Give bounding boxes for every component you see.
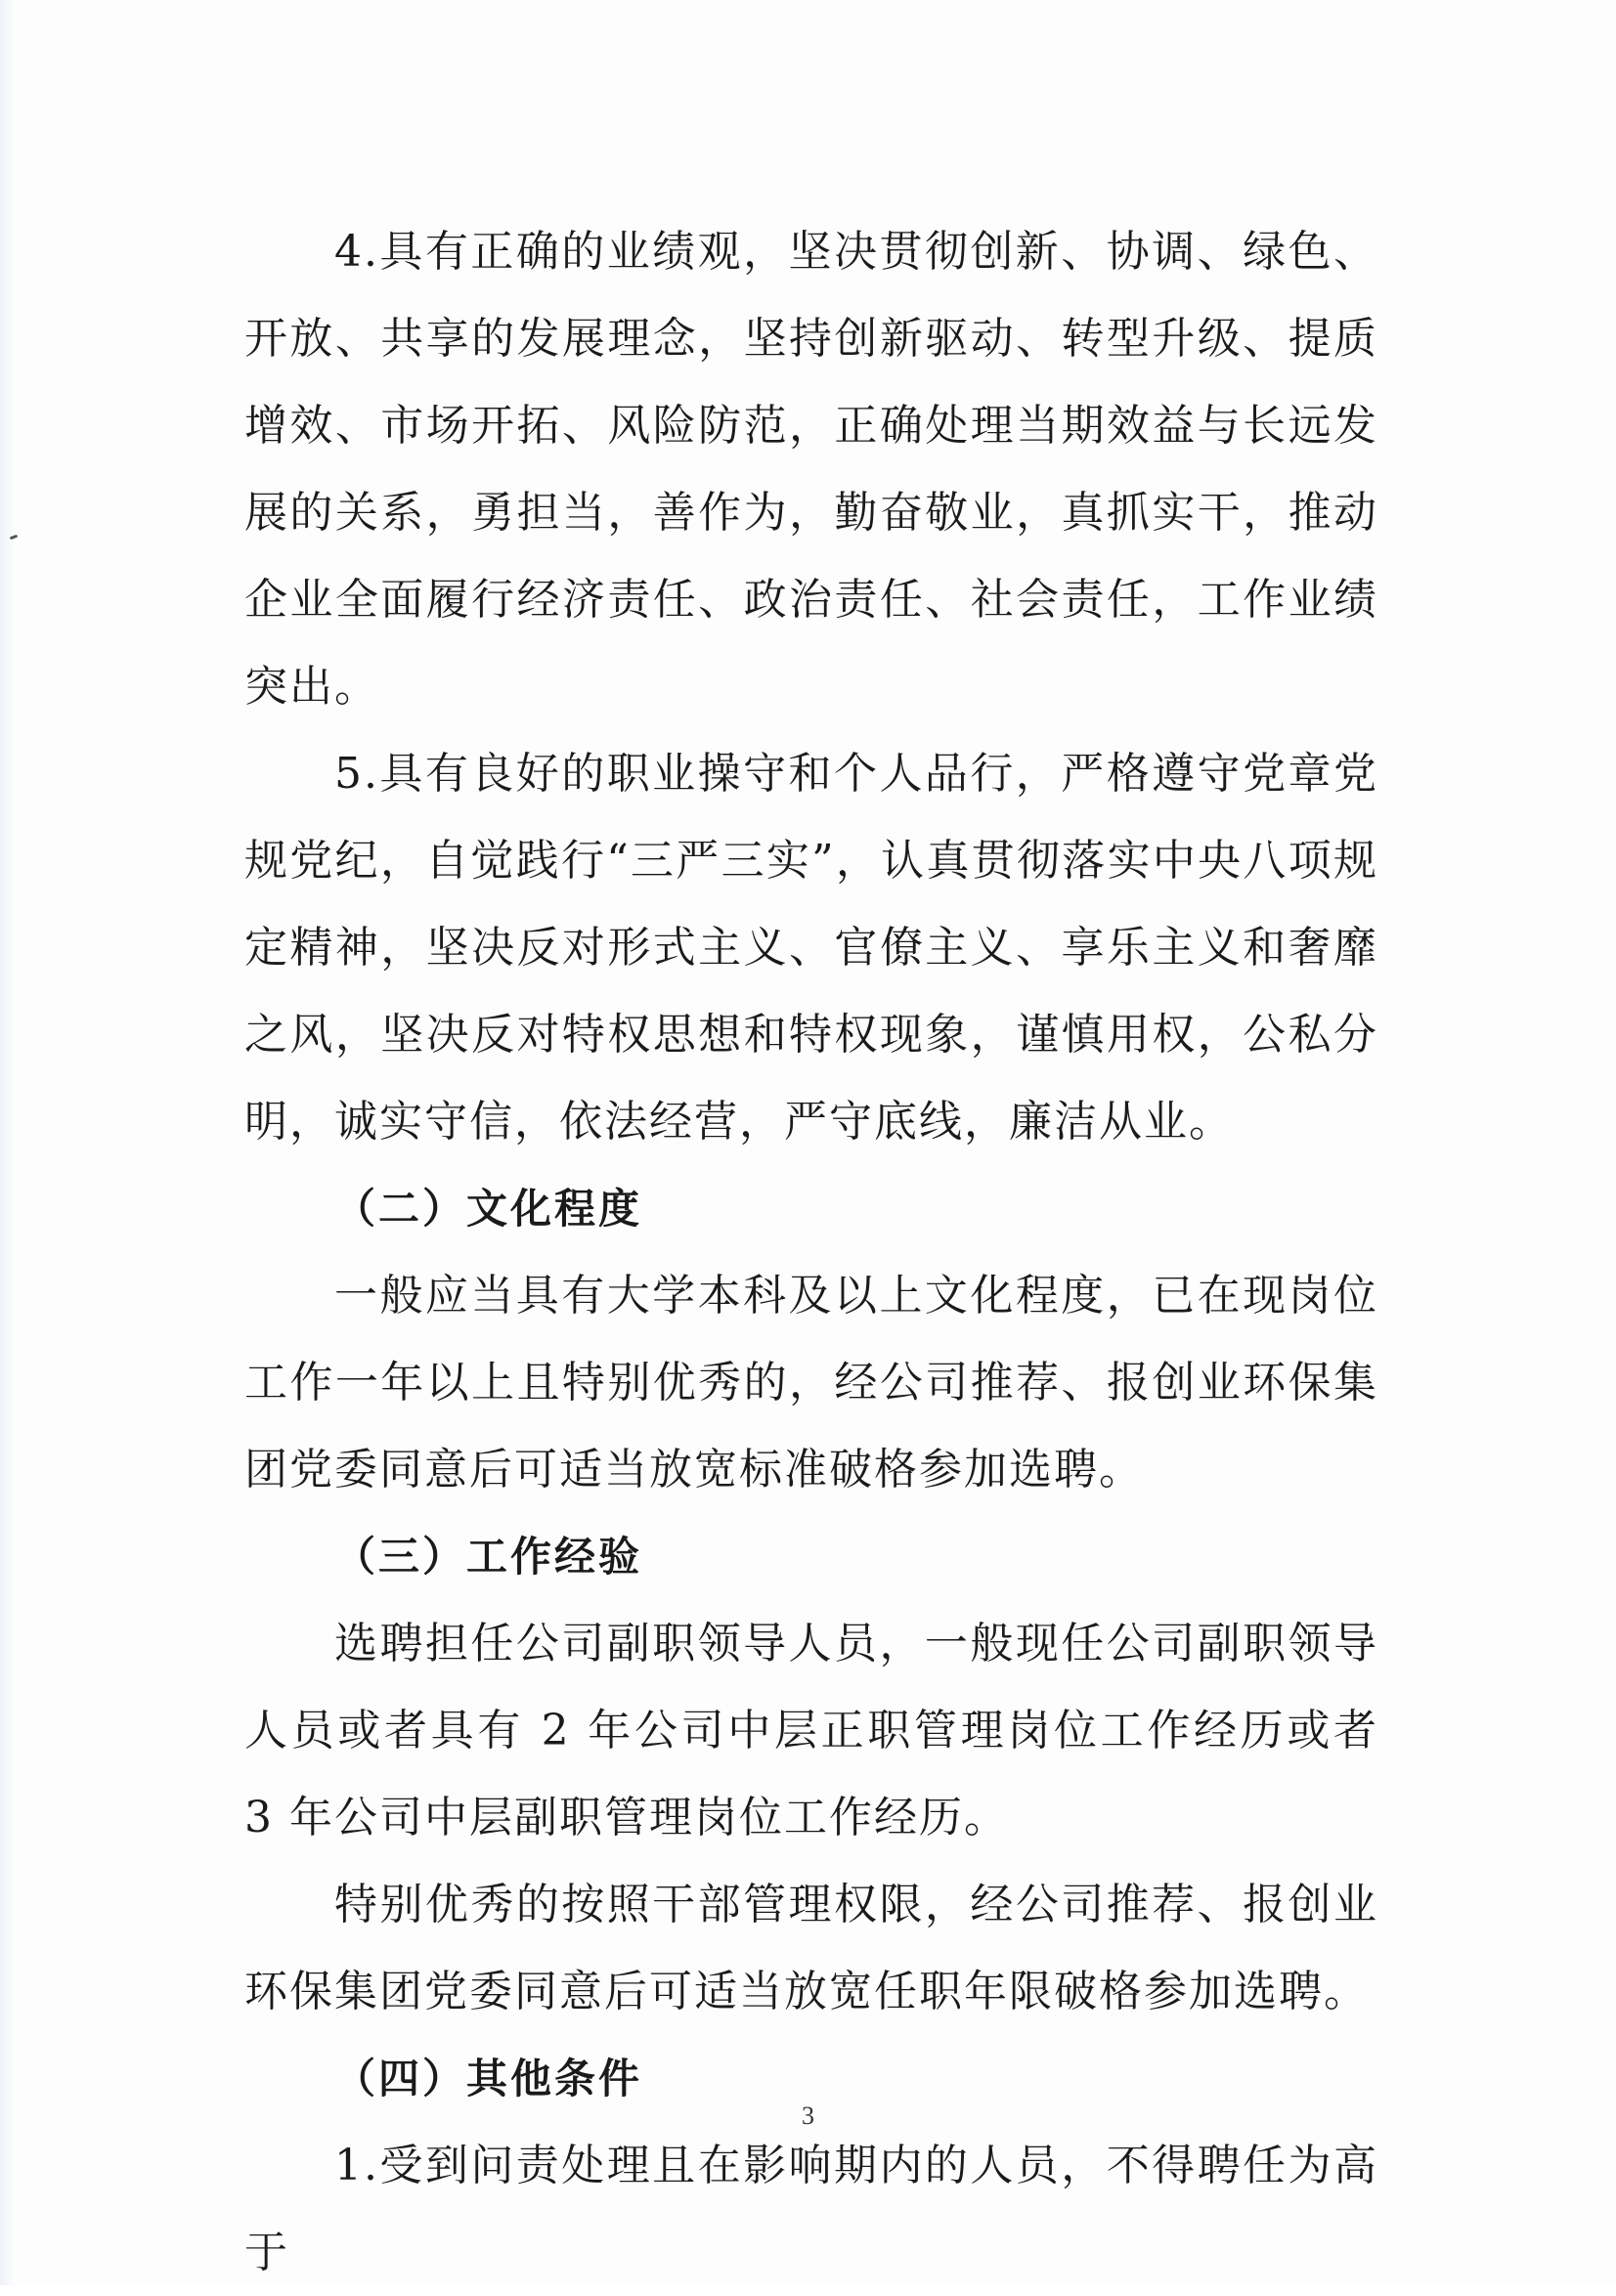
paragraph-exceptional-candidates: 特别优秀的按照干部管理权限，经公司推荐、报创业环保集团党委同意后可适当放宽任职年限破格参加选聘。 — [244, 1880, 1378, 2016]
section-heading-education: （二）文化程度 — [334, 1185, 643, 1233]
paragraph-accountability: 1.受到问责处理且在影响期内的人员，不得聘任为高于 — [244, 2141, 1378, 2277]
section-heading-work-experience: （三）工作经验 — [334, 1533, 643, 1581]
scan-edge-shadow — [0, 0, 14, 2285]
paragraph-education: 一般应当具有大学本科及以上文化程度，已在现岗位工作一年以上且特别优秀的，经公司推荐、报创业环保集团党委同意后可适当放宽标准破格参加选聘。 — [244, 1271, 1378, 1495]
paragraph-work-experience: 选聘担任公司副职领导人员，一般现任公司副职领导人员或者具有 2 年公司中层正职管理岗位工作经历或者 3 年公司中层副职管理岗位工作经历。 — [244, 1619, 1378, 1842]
section-heading-other-conditions: （四）其他条件 — [334, 2055, 643, 2102]
document-body — [244, 208, 1378, 2296]
page-number: 3 — [802, 2101, 814, 2130]
paragraph-professional-ethics: 5.具有良好的职业操守和个人品行，严格遵守党章党规党纪，自觉践行“三严三实”，认真贯彻落实中央八项规定精神，坚决反对形式主义、官僚主义、享乐主义和奢靡之风，坚决反对特权思想和特权现象，谨慎用权，公私分明，诚实守信，依法经营，严守底线，廉洁从业。 — [244, 749, 1378, 1147]
paragraph-performance-view: 4.具有正确的业绩观，坚决贯彻创新、协调、绿色、开放、共享的发展理念，坚持创新驱动、转型升级、提质增效、市场开拓、风险防范，正确处理当期效益与长远发展的关系，勇担当，善作为，勤奋敬业，真抓实干，推动企业全面履行经济责任、政治责任、社会责任，工作业绩突出。 — [244, 227, 1378, 712]
